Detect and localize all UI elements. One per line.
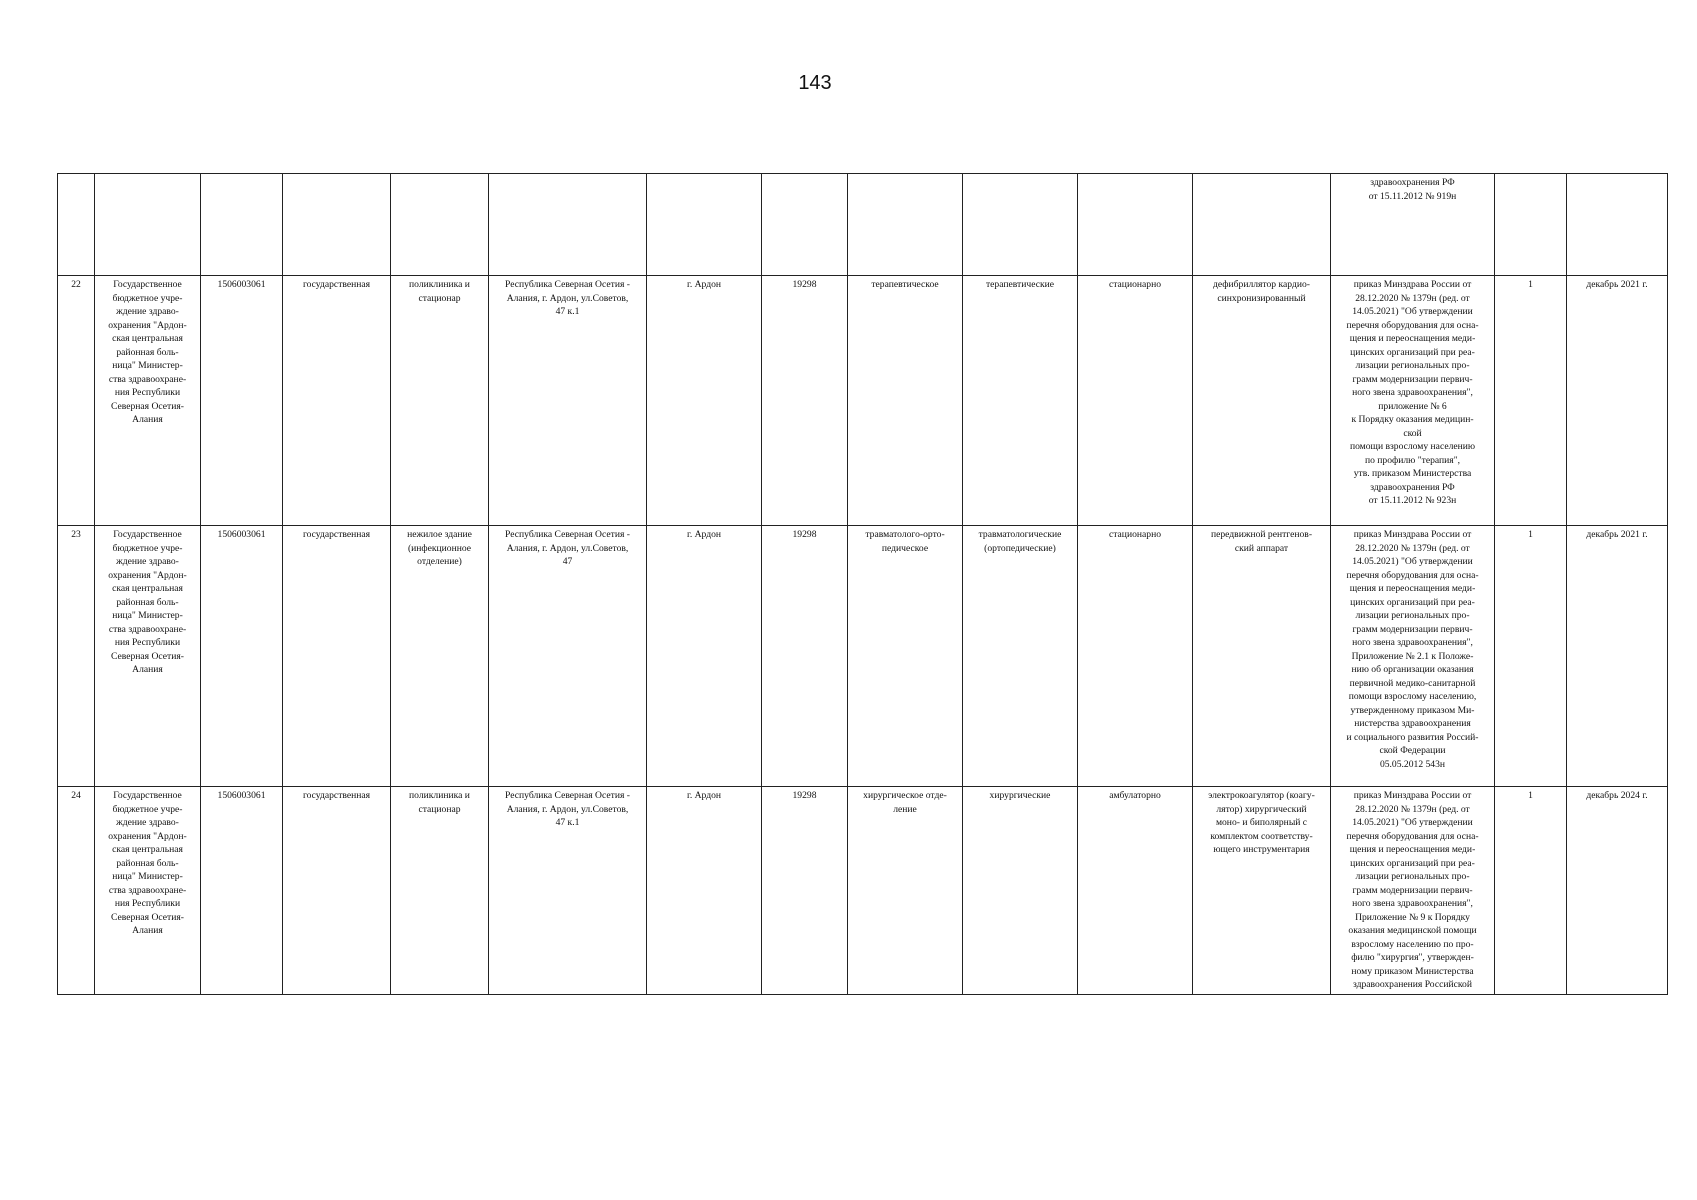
cell-inn: 1506003061 <box>201 526 283 787</box>
cell-conditions: стационарно <box>1078 276 1193 526</box>
cell-ownership: государственная <box>283 526 391 787</box>
cell-date: декабрь 2021 г. <box>1567 276 1668 526</box>
cell-empty <box>1495 174 1567 276</box>
cell-address: Республика Северная Осетия - Алания, г. Ардон, ул.Советов, 47 к.1 <box>489 787 647 995</box>
cell-equipment: передвижной рентгенов- ский аппарат <box>1193 526 1331 787</box>
cell-row-number: 24 <box>58 787 95 995</box>
cell-population: 19298 <box>762 526 848 787</box>
cell-equipment: электрокоагулятор (коагу- лятор) хирургический моно- и биполярный с комплектом соответству- ющего инструментария <box>1193 787 1331 995</box>
cell-date: декабрь 2021 г. <box>1567 526 1668 787</box>
table-row <box>58 276 1668 526</box>
cell-inn: 1506003061 <box>201 787 283 995</box>
cell-empty <box>1078 174 1193 276</box>
cell-settlement: г. Ардон <box>647 276 762 526</box>
cell-empty <box>201 174 283 276</box>
cell-equipment: дефибриллятор кардио- синхронизированный <box>1193 276 1331 526</box>
cell-row-number: 22 <box>58 276 95 526</box>
cell-conditions: стационарно <box>1078 526 1193 787</box>
cell-empty <box>1193 174 1331 276</box>
cell-empty <box>762 174 848 276</box>
cell-doc-basis: приказ Минздрава России от 28.12.2020 № 1379н (ред. от 14.05.2021) "Об утверждении перечня оборудования для осна- щения и переоснащения меди- цинских организаций при реа- лизации региональных про- грамм модернизации первич- ного звена здравоохранения", Приложение № 9 к Порядку оказания медицинской помощи взрослому населению по про- филю "хирургия", утвержден- ному приказом Министерства здравоохранения Российской <box>1331 787 1495 995</box>
cell-address: Республика Северная Осетия - Алания, г. Ардон, ул.Советов, 47 к.1 <box>489 276 647 526</box>
cell-empty <box>391 174 489 276</box>
cell-row-number: 23 <box>58 526 95 787</box>
table-row <box>58 787 1668 995</box>
cell-profile: травматологические (ортопедические) <box>963 526 1078 787</box>
cell-settlement: г. Ардон <box>647 787 762 995</box>
cell-conditions: амбулаторно <box>1078 787 1193 995</box>
cell-doc-basis: здравоохранения РФ от 15.11.2012 № 919н <box>1331 174 1495 276</box>
cell-department: хирургическое отде- ление <box>848 787 963 995</box>
cell-ownership: государственная <box>283 787 391 995</box>
table-row-carryover <box>58 174 1668 276</box>
cell-profile: терапевтические <box>963 276 1078 526</box>
cell-empty <box>647 174 762 276</box>
cell-doc-basis: приказ Минздрава России от 28.12.2020 № 1379н (ред. от 14.05.2021) "Об утверждении перечня оборудования для осна- щения и переоснащения меди- цинских организаций при реа- лизации региональных про- грамм модернизации первич- ного звена здравоохранения", Приложение № 2.1 к Положе- нию об организации оказания первичной медико-санитарной помощи взрослому населению, утвержденному приказом Ми- нистерства здравоохранения и социального развития Россий- ской Федерации 05.05.2012 543н <box>1331 526 1495 787</box>
cell-date: декабрь 2024 г. <box>1567 787 1668 995</box>
cell-building: нежилое здание (инфекционное отделение) <box>391 526 489 787</box>
cell-building: поликлиника и стационар <box>391 787 489 995</box>
cell-organization: Государственное бюджетное учре- ждение здраво- охранения "Ардон- ская центральная районная боль- ница" Министер- ства здравоохране- ния Республики Северная Осетия- Алания <box>95 787 201 995</box>
cell-organization: Государственное бюджетное учре- ждение здраво- охранения "Ардон- ская центральная районная боль- ница" Министер- ства здравоохране- ния Республики Северная Осетия- Алания <box>95 526 201 787</box>
cell-quantity: 1 <box>1495 526 1567 787</box>
cell-settlement: г. Ардон <box>647 526 762 787</box>
cell-doc-basis: приказ Минздрава России от 28.12.2020 № 1379н (ред. от 14.05.2021) "Об утверждении перечня оборудования для осна- щения и переоснащения меди- цинских организаций при реа- лизации региональных про- грамм модернизации первич- ного звена здравоохранения", приложение № 6 к Порядку оказания медицин- ской помощи взрослому населению по профилю "терапия", утв. приказом Министерства здравоохранения РФ от 15.11.2012 № 923н <box>1331 276 1495 526</box>
cell-empty <box>95 174 201 276</box>
cell-organization: Государственное бюджетное учре- ждение здраво- охранения "Ардон- ская центральная районная боль- ница" Министер- ства здравоохране- ния Республики Северная Осетия- Алания <box>95 276 201 526</box>
cell-population: 19298 <box>762 787 848 995</box>
cell-quantity: 1 <box>1495 787 1567 995</box>
table-row <box>58 526 1668 787</box>
cell-department: терапевтическое <box>848 276 963 526</box>
cell-empty <box>58 174 95 276</box>
equipment-table <box>57 173 1668 995</box>
cell-empty <box>489 174 647 276</box>
cell-population: 19298 <box>762 276 848 526</box>
page-number: 143 <box>798 72 832 94</box>
cell-empty <box>283 174 391 276</box>
cell-empty <box>848 174 963 276</box>
cell-address: Республика Северная Осетия - Алания, г. Ардон, ул.Советов, 47 <box>489 526 647 787</box>
cell-profile: хирургические <box>963 787 1078 995</box>
cell-quantity: 1 <box>1495 276 1567 526</box>
cell-empty <box>1567 174 1668 276</box>
cell-empty <box>963 174 1078 276</box>
cell-department: травматолого-орто- педическое <box>848 526 963 787</box>
cell-building: поликлиника и стационар <box>391 276 489 526</box>
cell-inn: 1506003061 <box>201 276 283 526</box>
cell-ownership: государственная <box>283 276 391 526</box>
